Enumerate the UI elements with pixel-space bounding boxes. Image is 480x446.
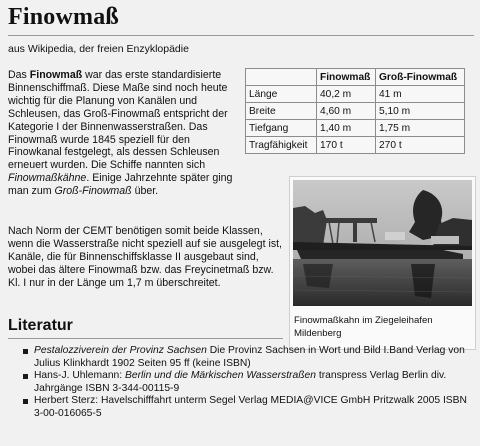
reference-run-italic: Pestalozziverein der Provinz Sachsen [34, 345, 207, 356]
canal-photo-image [293, 180, 472, 306]
cemt-paragraph: Nach Norm der CEMT benötigen somit beide Klassen, wenn die Wasserstraße nicht speziell auf sie ausgelegt ist, Kanäle, die für Binnenschiffsklasse II ausgebaut sind, wobei das ältere Finowmaß bzw. das Freycinetmaß bzw. Kl. I nur in der Länge um 1,7 m überschreitet. [8, 225, 282, 289]
bullet-icon [23, 349, 28, 354]
table-cell: Länge [246, 86, 317, 103]
table-cell: 5,10 m [376, 103, 465, 120]
table-header-cell: Finowmaß [317, 69, 376, 86]
list-item [22, 395, 474, 420]
intro-run: über. [131, 185, 159, 198]
page-title: Finowmaß [8, 4, 119, 30]
reference-run-italic: Berlin und die Märkischen Wasserstraßen [125, 370, 316, 382]
table-cell: 1,40 m [317, 120, 376, 137]
reference-run: Die Provinz Sachsen in Wort und Bild I.Band Verlag von Julius Klinkhardt 1902 Seiten 95 ff (keine ISBN) [34, 345, 465, 369]
canal-photo[interactable] [293, 180, 472, 306]
table-row [246, 103, 465, 120]
table-header-cell [246, 69, 317, 86]
table-cell: 4,60 m [317, 103, 376, 120]
literature-divider [8, 338, 283, 339]
table-row [246, 120, 465, 137]
title-divider [8, 35, 474, 36]
figure-caption: Finowmaßkahn im Ziegeleihafen Mildenberg [294, 315, 433, 339]
literature-list [22, 345, 474, 421]
literature-heading: Literatur [8, 317, 73, 334]
reference-run: Hans-J. Uhlemann: [34, 370, 125, 382]
intro-run: Das [8, 69, 30, 81]
list-item [22, 370, 474, 395]
table-cell: Tragfähigkeit [246, 137, 317, 154]
intro-run-italic: Groß-Finowmaß [54, 185, 132, 198]
table-cell: Tiefgang [246, 120, 317, 137]
table-row [246, 86, 465, 103]
bullet-icon [23, 399, 28, 404]
dimensions-table [245, 68, 465, 154]
table-cell: Breite [246, 103, 317, 120]
table-row [246, 137, 465, 154]
intro-run-italic: Finowmaßkähne [8, 172, 87, 185]
intro-paragraph [8, 69, 244, 198]
list-item [22, 345, 474, 370]
table-cell: 41 m [376, 86, 465, 103]
image-figure [289, 176, 476, 350]
table-cell: 170 t [317, 137, 376, 154]
page-subtitle: aus Wikipedia, der freien Enzyklopädie [8, 43, 189, 55]
bullet-icon [23, 374, 28, 379]
reference-run: transpress Verlag Berlin div. Jahrgänge ISBN 3-344-00115-9 [34, 370, 447, 394]
reference-run: Herbert Sterz: Havelschifffahrt unterm Segel Verlag MEDIA@VICE GmbH Pritzwalk 2005 ISBN 3-00-016065-5 [34, 395, 467, 419]
intro-run: . Einige Jahrzehnte später ging man zum [8, 172, 233, 198]
table-cell: 1,75 m [376, 120, 465, 137]
intro-run-bold: Finowmaß [29, 69, 83, 81]
table-header-cell: Groß-Finowmaß [376, 69, 465, 86]
table-cell: 270 t [376, 137, 465, 154]
table-cell: 40,2 m [317, 86, 376, 103]
intro-run: war das erste standardisierte Binnenschiffmaß. Diese Maße sind noch heute wichtig für die Planung von Kanälen und Schleusen, das Groß-Finowmaß entspricht der Kategorie I der Binnenwasserstraßen. Das Finowmaß wurde 1845 speziell für den Finowkanal festgelegt, als dessen Schleusen erneuert wurden. Die Schiffe nannten sich [8, 69, 228, 172]
table-header-row [246, 69, 465, 86]
